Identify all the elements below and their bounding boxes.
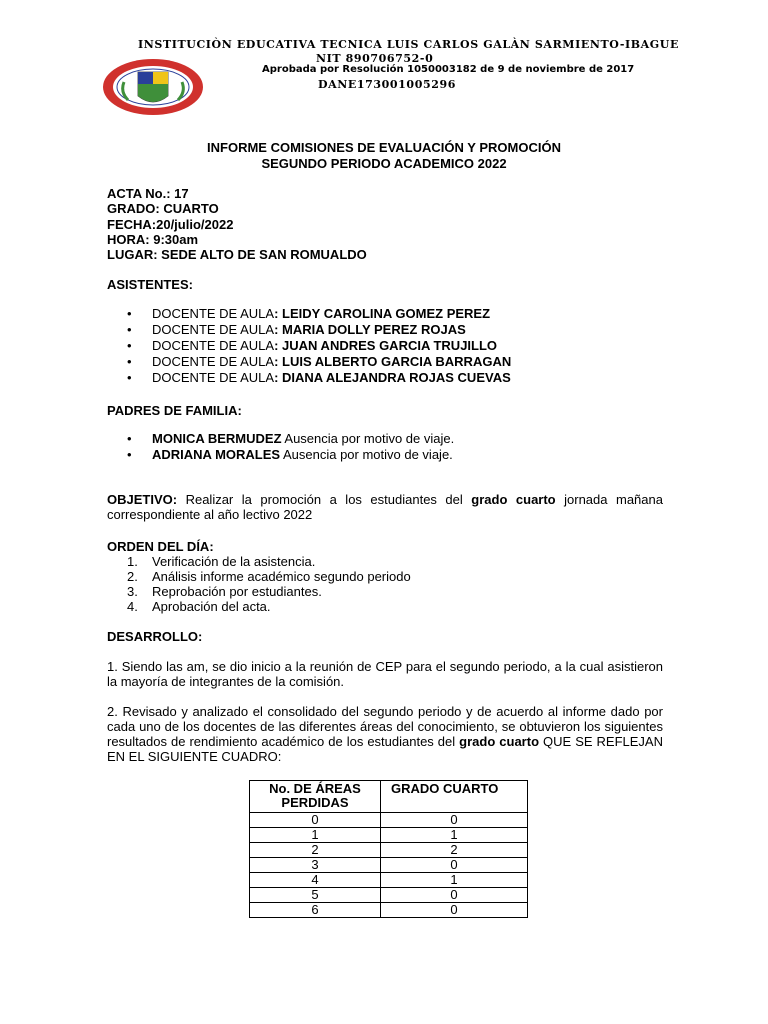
attendee-role: DOCENTE DE AULA [152,322,275,337]
list-item [127,370,667,386]
header-areas-lost: No. DE ÁREAS PERDIDAS [250,781,381,813]
objective-grade: grado cuarto [471,492,556,507]
acta-place: LUGAR: SEDE ALTO DE SAN ROMUALDO [107,247,367,263]
agenda-text: Análisis informe académico segundo periodo [152,569,411,584]
dane-code: DANE173001005296 [318,78,456,91]
parent-name: ADRIANA MORALES [152,447,281,462]
attendee-role: DOCENTE DE AULA [152,306,275,321]
list-item [127,584,411,599]
results-table [249,780,528,918]
attendee-name: : LUIS ALBERTO GARCIA BARRAGAN [274,354,512,369]
cell-areas: 2 [250,843,381,858]
agenda-text: Reprobación por estudiantes. [152,584,322,599]
parents-heading: PADRES DE FAMILIA: [107,403,242,418]
objective-paragraph [107,492,663,522]
institution-name: INSTITUCIÒN EDUCATIVA TECNICA LUIS CARLOS GALÀN SARMIENTO-IBAGUE [138,38,679,51]
attendee-name: : MARIA DOLLY PEREZ ROJAS [274,322,466,337]
cell-count: 0 [381,903,528,918]
acta-info [107,186,663,262]
table-row [250,903,528,918]
report-title: INFORME COMISIONES DE EVALUACIÓN Y PROMOCIÓN [207,140,561,155]
approval-resolution: Aprobada por Resolución 1050003182 de 9 de noviembre de 2017 [262,64,635,75]
attendee-name: : DIANA ALEJANDRA ROJAS CUEVAS [274,370,511,385]
attendee-role: DOCENTE DE AULA [152,338,275,353]
attendees-heading: ASISTENTES: [107,277,193,292]
attendee-role: DOCENTE DE AULA [152,354,275,369]
development-paragraph-2 [107,704,663,764]
objective-text: Realizar la promoción a los estudiantes del [177,492,472,507]
parent-note: Ausencia por motivo de viaje. [281,431,455,446]
list-item [127,569,411,584]
institution-logo-icon [100,52,206,122]
table-row [250,888,528,903]
table-header-row [250,781,528,813]
cell-areas: 1 [250,828,381,843]
attendee-name: : JUAN ANDRES GARCIA TRUJILLO [274,338,498,353]
objective-label: OBJETIVO: [107,492,178,507]
cell-count: 1 [381,828,528,843]
table-row [250,858,528,873]
paragraph-text-end: QUE SE REFLEJAN EN EL SIGUIENTE CUADRO: [107,734,663,764]
list-item [127,554,411,569]
cell-count: 1 [381,873,528,888]
cell-areas: 5 [250,888,381,903]
objective-text-end: jornada mañana correspondiente al año lectivo 2022 [107,492,663,522]
parent-note: Ausencia por motivo de viaje. [280,447,453,462]
development-paragraph-1: 1. Siendo las am, se dio inicio a la reunión de CEP para el segundo periodo, a la cual asistieron la mayoría de integrantes de la comisión. [107,659,663,689]
list-item [127,338,667,354]
agenda-number: 3. [127,584,138,599]
table-row [250,828,528,843]
report-subtitle: SEGUNDO PERIODO ACADEMICO 2022 [261,156,507,171]
list-item [127,599,411,614]
agenda-list [127,554,411,614]
table-row [250,873,528,888]
cell-count: 0 [381,858,528,873]
acta-number: ACTA No.: 17 [107,186,189,201]
paragraph-text: 2. Revisado y analizado el consolidado del segundo periodo y de acuerdo al informe dado por cada uno de los docentes de las diferentes áreas del conocimiento, se obtuvieron los siguientes resultados de rendimiento académico de los estudiantes del [107,704,663,749]
acta-grade: GRADO: CUARTO [107,201,219,217]
table-row [250,813,528,828]
parents-list [127,431,667,463]
list-item [127,354,667,370]
list-item [127,322,667,338]
acta-date: FECHA:20/julio/2022 [107,216,234,232]
list-item [127,306,667,322]
attendees-list [127,306,667,386]
agenda-number: 1. [127,554,138,569]
attendee-name: : LEIDY CAROLINA GOMEZ PEREZ [274,306,491,321]
header-grade: GRADO CUARTO [381,781,528,813]
acta-time: HORA: 9:30am [107,231,199,247]
cell-areas: 4 [250,873,381,888]
cell-count: 0 [381,813,528,828]
cell-areas: 0 [250,813,381,828]
agenda-heading: ORDEN DEL DÍA: [107,539,214,554]
agenda-number: 2. [127,569,138,584]
agenda-text: Aprobación del acta. [152,599,271,614]
list-item [127,431,667,447]
attendee-role: DOCENTE DE AULA [152,370,275,385]
cell-count: 2 [381,843,528,858]
list-item [127,447,667,463]
cell-areas: 6 [250,903,381,918]
cell-count: 0 [381,888,528,903]
institution-nit: NIT 890706752-0 [316,52,434,65]
agenda-number: 4. [127,599,138,614]
development-heading: DESARROLLO: [107,629,203,644]
paragraph-grade: grado cuarto [459,734,540,749]
table-row [250,843,528,858]
agenda-text: Verificación de la asistencia. [152,554,316,569]
parent-name: MONICA BERMUDEZ [152,431,282,446]
cell-areas: 3 [250,858,381,873]
